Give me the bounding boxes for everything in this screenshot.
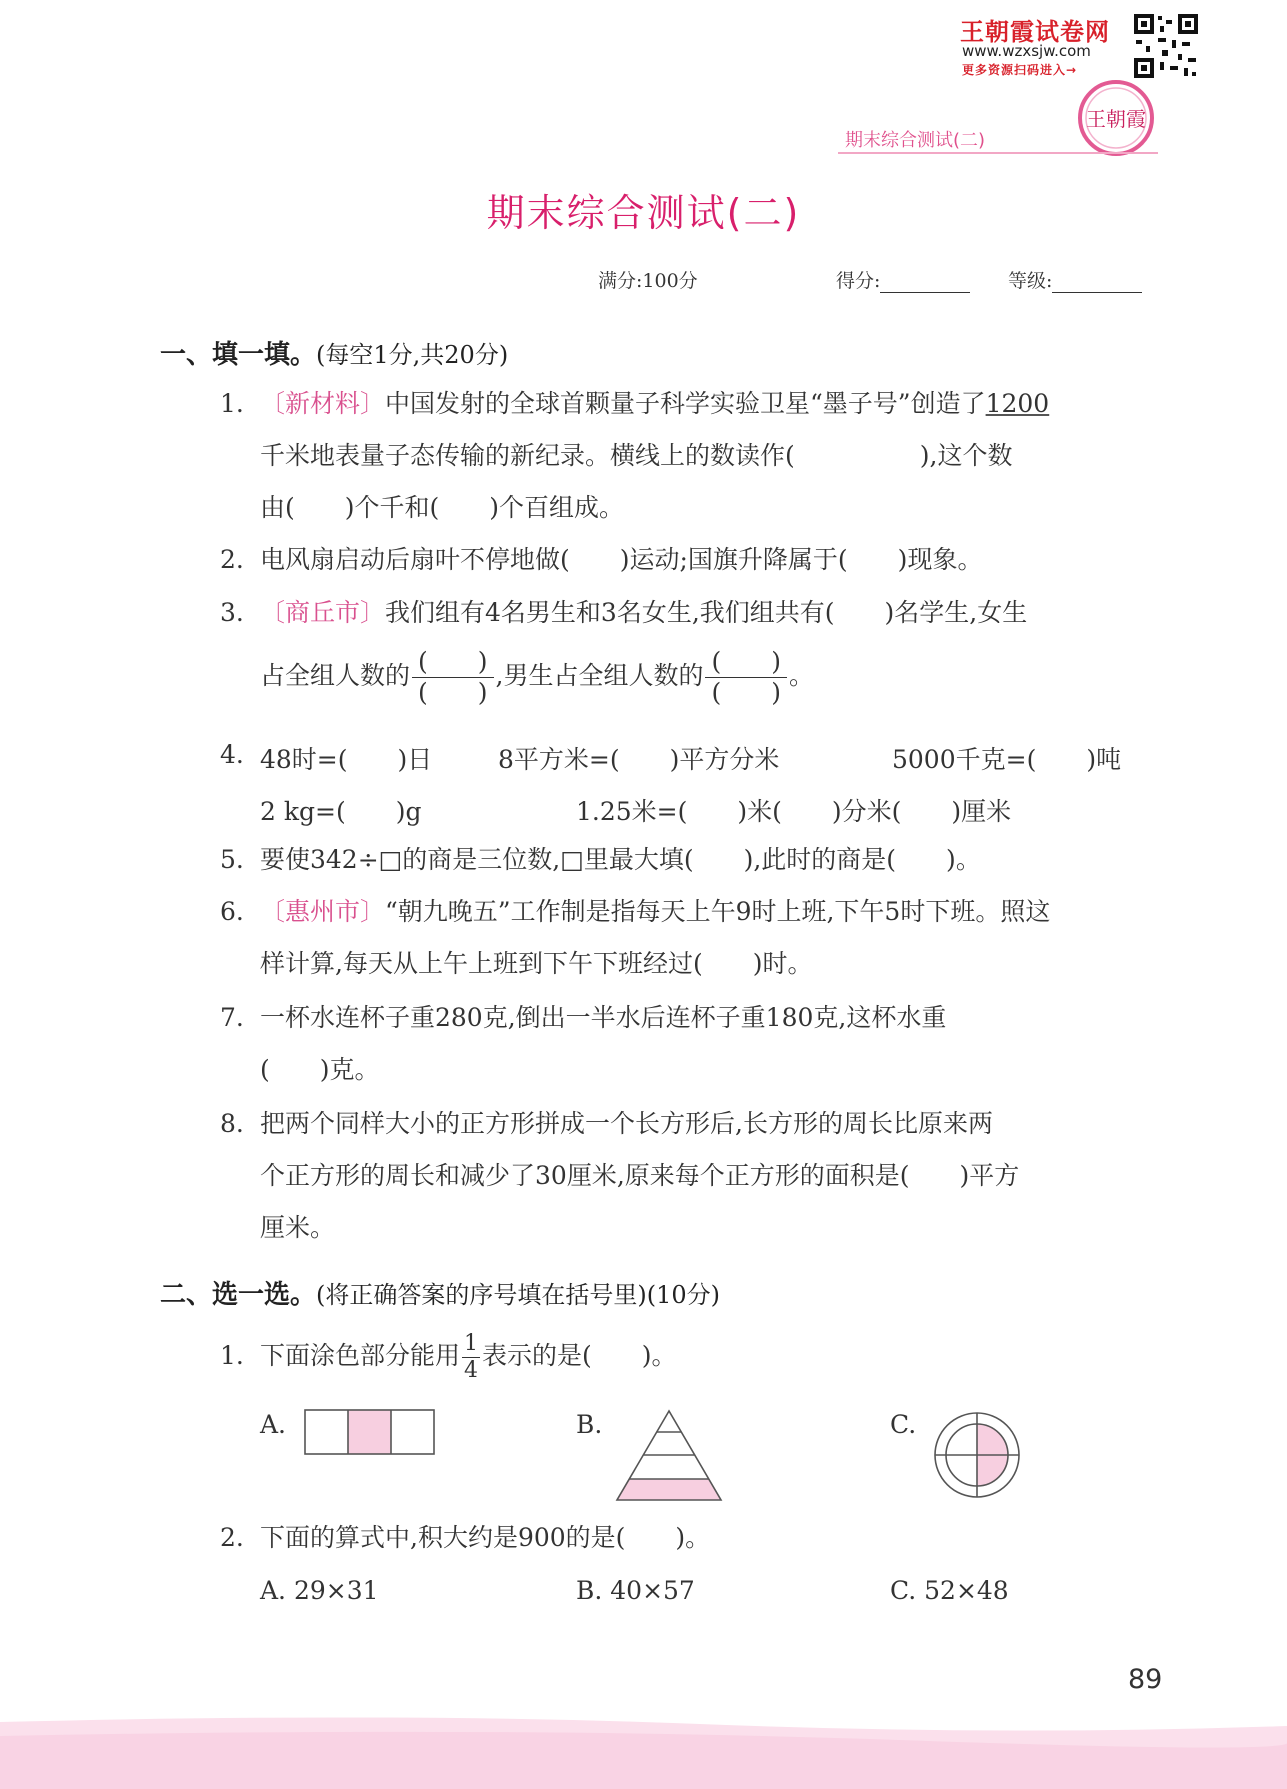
qr-code-icon[interactable] xyxy=(1132,12,1200,80)
option-a-label[interactable]: A. xyxy=(260,1410,287,1439)
brand-seal xyxy=(1074,78,1158,158)
fraction-one-quarter: $\frac{1}{4}$ xyxy=(464,1331,479,1383)
question-2-2: 2. 下面的算式中,积大约是900的是( )。 xyxy=(220,1523,711,1552)
score-field[interactable] xyxy=(836,266,970,293)
header-section-tag: 期末综合测试(二) xyxy=(845,130,986,151)
tag-new-material: 〔新材料〕 xyxy=(260,389,386,418)
question-1-3: 3. 〔商丘市〕我们组有4名男生和3名女生,我们组共有( )名学生,女生 占全组人数的 $\frac{( )}{( )}$ ,男生占全组人数的 $\frac{( )}{( )}$ 。 xyxy=(220,598,1028,707)
option-2a[interactable]: A. 29×31 xyxy=(260,1576,379,1605)
option-c-label[interactable]: C. xyxy=(890,1410,917,1439)
score-label: 得分: xyxy=(836,270,881,292)
section1-heading: 一、填一填。(每空1分,共20分) xyxy=(160,340,509,370)
option-b-triangle-figure[interactable] xyxy=(614,1408,724,1502)
question-1-4-num: 4. xyxy=(220,740,244,769)
question-1-1: 1. 〔新材料〕中国发射的全球首颗量子科学实验卫星“墨子号”创造了1200 千米地表量子态传输的新纪录。横线上的数读作( ),这个数 由( )个千和( )个百组成。 xyxy=(220,389,1050,522)
question-2-1: 1. 下面涂色部分能用 $\frac{1}{4}$ 表示的是( )。 xyxy=(220,1331,677,1383)
brand-name: 王朝霞试卷网 xyxy=(960,18,1110,46)
question-1-2: 2. 电风扇启动后扇叶不停地做( )运动;国旗升降属于( )现象。 xyxy=(220,545,983,574)
seal-icon xyxy=(1074,78,1158,158)
question-1-4-d: 2 kg=( )g xyxy=(260,797,422,826)
grade-field[interactable] xyxy=(1008,266,1142,293)
tag-shangqiu: 〔商丘市〕 xyxy=(260,598,386,627)
option-2c[interactable]: C. 52×48 xyxy=(890,1576,1009,1605)
score-blank[interactable] xyxy=(880,272,970,293)
brand-more-text: 更多资源扫码进入→ xyxy=(962,63,1078,77)
seal-text: 王朝霞 xyxy=(1086,107,1146,131)
footer-decorative-band xyxy=(0,1712,1287,1789)
question-1-4-a: 48时=( )日 xyxy=(260,745,433,774)
question-1-8: 8. 把两个同样大小的正方形拼成一个长方形后,长方形的周长比原来两 个正方形的周长和减少了30厘米,原来每个正方形的面积是( )平方 厘米。 xyxy=(220,1109,1020,1242)
brand-url[interactable]: www.wzxsjw.com xyxy=(962,42,1091,60)
page-title: 期末综合测试(二) xyxy=(486,191,801,235)
question-1-4-b: 8平方米=( )平方分米 xyxy=(498,745,780,774)
section2-heading: 二、选一选。(将正确答案的序号填在括号里)(10分) xyxy=(160,1280,721,1310)
page-number: 89 xyxy=(1128,1664,1163,1695)
question-1-5: 5. 要使342÷□的商是三位数,□里最大填( ),此时的商是( )。 xyxy=(220,845,981,874)
grade-blank[interactable] xyxy=(1052,272,1142,293)
question-1-4-c: 5000千克=( )吨 xyxy=(892,745,1122,774)
option-b-label[interactable]: B. xyxy=(576,1410,603,1439)
question-1-7: 7. 一杯水连杯子重280克,倒出一半水后连杯子重180克,这杯水重 ( )克。 xyxy=(220,1003,947,1084)
question-1-6: 6. 〔惠州市〕“朝九晚五”工作制是指每天上午9时上班,下午5时下班。照这 样计算,每天从上午上班到下午下班经过( )时。 xyxy=(220,897,1051,978)
header-divider xyxy=(838,152,1158,154)
option-2b[interactable]: B. 40×57 xyxy=(576,1576,695,1605)
fraction-blank-boys[interactable]: $\frac{( )}{( )}$ xyxy=(705,647,787,708)
option-c-circle-figure[interactable] xyxy=(932,1410,1022,1500)
question-1-4-e: 1.25米=( )米( )分米( )厘米 xyxy=(576,797,1012,826)
full-marks: 满分:100分 xyxy=(598,270,698,292)
option-a-rectangle-figure[interactable] xyxy=(304,1408,436,1456)
grade-label: 等级: xyxy=(1008,270,1053,292)
tag-huizhou: 〔惠州市〕 xyxy=(260,897,386,926)
fraction-blank-girls[interactable]: $\frac{( )}{( )}$ xyxy=(412,647,494,708)
